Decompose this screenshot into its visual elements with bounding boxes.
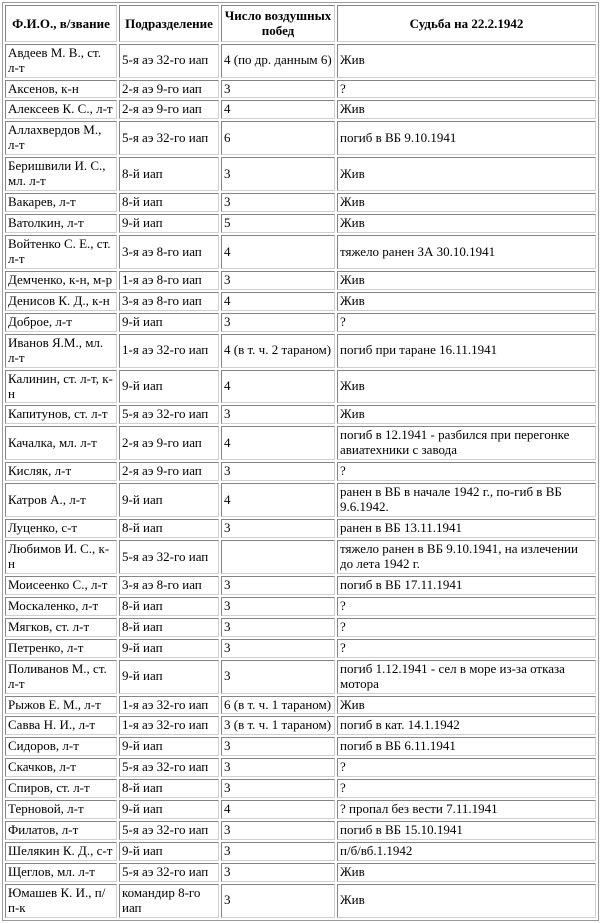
- table-cell: 8-й иап: [119, 157, 219, 191]
- table-body: [5, 44, 596, 918]
- table-cell: 5-я аэ 32-го иап: [119, 821, 219, 840]
- table-row: [5, 44, 596, 78]
- table-cell: 3: [221, 462, 335, 481]
- table-row: [5, 821, 596, 840]
- table-cell: тяжело ранен ЗА 30.10.1941: [337, 235, 596, 269]
- table-row: [5, 426, 596, 460]
- table-row: [5, 716, 596, 735]
- table-cell: Капитунов, ст. л-т: [5, 405, 117, 424]
- table-cell: Филатов, л-т: [5, 821, 117, 840]
- table-cell: ? пропал без вести 7.11.1941: [337, 800, 596, 819]
- table-cell: Ватолкин, л-т: [5, 214, 117, 233]
- table-cell: 3: [221, 884, 335, 918]
- table-row: [5, 292, 596, 311]
- table-cell: 9-й иап: [119, 639, 219, 658]
- table-cell: 3: [221, 576, 335, 595]
- table-cell: Жив: [337, 193, 596, 212]
- table-row: [5, 405, 596, 424]
- table-cell: 2-я аэ 9-го иап: [119, 426, 219, 460]
- table-cell: 3: [221, 597, 335, 616]
- table-cell: 5-я аэ 32-го иап: [119, 540, 219, 574]
- table-row: [5, 214, 596, 233]
- table-cell: Вакарев, л-т: [5, 193, 117, 212]
- table-cell: 3: [221, 271, 335, 290]
- table-cell: 3 (в т. ч. 1 тараном): [221, 716, 335, 735]
- table-row: [5, 884, 596, 918]
- table-cell: Жив: [337, 157, 596, 191]
- table-cell: Жив: [337, 214, 596, 233]
- table-cell: Жив: [337, 271, 596, 290]
- table-cell: Скачков, л-т: [5, 758, 117, 777]
- table-cell: 3: [221, 639, 335, 658]
- column-header-name: Ф.И.О., в/звание: [5, 5, 117, 42]
- table-cell: 4: [221, 235, 335, 269]
- table-cell: 3: [221, 405, 335, 424]
- table-cell: ?: [337, 462, 596, 481]
- pilots-fate-table: [2, 2, 599, 921]
- table-row: [5, 758, 596, 777]
- table-cell: Аксенов, к-н: [5, 80, 117, 99]
- table-row: [5, 540, 596, 574]
- table-cell: Жив: [337, 863, 596, 882]
- table-cell: погиб в ВБ 6.11.1941: [337, 737, 596, 756]
- table-cell: 5-я аэ 32-го иап: [119, 405, 219, 424]
- table-cell: Войтенко С. Е., ст. л-т: [5, 235, 117, 269]
- table-cell: Жив: [337, 100, 596, 119]
- table-cell: 3: [221, 618, 335, 637]
- table-cell: 4: [221, 426, 335, 460]
- table-cell: Жив: [337, 696, 596, 715]
- table-cell: погиб в ВБ 15.10.1941: [337, 821, 596, 840]
- table-cell: ?: [337, 639, 596, 658]
- table-cell: Демченко, к-н, м-р: [5, 271, 117, 290]
- table-cell: 5-я аэ 32-го иап: [119, 758, 219, 777]
- table-header: [5, 5, 596, 42]
- table-cell: 3: [221, 80, 335, 99]
- table-row: [5, 639, 596, 658]
- table-cell: 3: [221, 519, 335, 538]
- table-cell: Иванов Я.М., мл. л-т: [5, 334, 117, 368]
- table-cell: 9-й иап: [119, 313, 219, 332]
- table-cell: 4: [221, 800, 335, 819]
- table-cell: ?: [337, 779, 596, 798]
- table-row: [5, 313, 596, 332]
- table-cell: 3: [221, 779, 335, 798]
- table-cell: Катров А., л-т: [5, 483, 117, 517]
- table-row: [5, 863, 596, 882]
- table-cell: погиб в ВБ 9.10.1941: [337, 121, 596, 155]
- table-cell: 2-я аэ 9-го иап: [119, 80, 219, 99]
- table-cell: Мягков, ст. л-т: [5, 618, 117, 637]
- table-cell: 4: [221, 100, 335, 119]
- table-cell: 3: [221, 842, 335, 861]
- table-cell: 4 (в т. ч. 2 тараном): [221, 334, 335, 368]
- table-cell: Доброе, л-т: [5, 313, 117, 332]
- table-cell: 8-й иап: [119, 519, 219, 538]
- table-cell: Терновой, л-т: [5, 800, 117, 819]
- table-cell: 9-й иап: [119, 483, 219, 517]
- table-cell: 2-я аэ 9-го иап: [119, 100, 219, 119]
- table-row: [5, 157, 596, 191]
- table-cell: 9-й иап: [119, 737, 219, 756]
- table-cell: 1-я аэ 8-го иап: [119, 271, 219, 290]
- table-row: [5, 696, 596, 715]
- table-cell: командир 8-го иап: [119, 884, 219, 918]
- table-cell: 6: [221, 121, 335, 155]
- table-cell: Щеглов, мл. л-т: [5, 863, 117, 882]
- table-cell: 3-я аэ 8-го иап: [119, 235, 219, 269]
- table-cell: 4: [221, 483, 335, 517]
- table-row: [5, 100, 596, 119]
- table-cell: погиб 1.12.1941 - сел в море из-за отказа мотора: [337, 660, 596, 694]
- table-cell: 1-я аэ 32-го иап: [119, 716, 219, 735]
- table-cell: 8-й иап: [119, 193, 219, 212]
- table-cell: Аллахвердов М., л-т: [5, 121, 117, 155]
- table-cell: Жив: [337, 292, 596, 311]
- table-cell: Любимов И. С., к-н: [5, 540, 117, 574]
- table-cell: 3: [221, 660, 335, 694]
- table-cell: 9-й иап: [119, 370, 219, 404]
- table-cell: [221, 540, 335, 574]
- table-cell: 6 (в т. ч. 1 тараном): [221, 696, 335, 715]
- column-header-unit: Подразделение: [119, 5, 219, 42]
- column-header-victories: Число воздушных побед: [221, 5, 335, 42]
- column-header-fate: Судьба на 22.2.1942: [337, 5, 596, 42]
- table-cell: Авдеев М. В., ст. л-т: [5, 44, 117, 78]
- table-cell: 3: [221, 193, 335, 212]
- table-row: [5, 618, 596, 637]
- table-cell: 5-я аэ 32-го иап: [119, 863, 219, 882]
- table-cell: Рыжов Е. М., л-т: [5, 696, 117, 715]
- table-cell: 8-й иап: [119, 597, 219, 616]
- table-cell: Калинин, ст. л-т, к-н: [5, 370, 117, 404]
- table-row: [5, 576, 596, 595]
- table-row: [5, 483, 596, 517]
- table-cell: ранен в ВБ 13.11.1941: [337, 519, 596, 538]
- table-row: [5, 193, 596, 212]
- table-cell: 3-я аэ 8-го иап: [119, 292, 219, 311]
- table-cell: Кисляк, л-т: [5, 462, 117, 481]
- table-cell: 3: [221, 821, 335, 840]
- table-cell: Москаленко, л-т: [5, 597, 117, 616]
- table-cell: 5-я аэ 32-го иап: [119, 44, 219, 78]
- table-cell: 5-я аэ 32-го иап: [119, 121, 219, 155]
- table-row: [5, 370, 596, 404]
- table-cell: 4 (по др. данным 6): [221, 44, 335, 78]
- table-cell: Спиров, ст. л-т: [5, 779, 117, 798]
- table-cell: Петренко, л-т: [5, 639, 117, 658]
- table-cell: Жив: [337, 370, 596, 404]
- header-row: [5, 5, 596, 42]
- table-cell: Юмашев К. И., п/п-к: [5, 884, 117, 918]
- table-cell: ранен в ВБ в начале 1942 г., по-гиб в ВБ 9.6.1942.: [337, 483, 596, 517]
- table-cell: 3: [221, 758, 335, 777]
- table-row: [5, 660, 596, 694]
- table-cell: Луценко, с-т: [5, 519, 117, 538]
- table-cell: Денисов К. Д., к-н: [5, 292, 117, 311]
- table-cell: 3: [221, 313, 335, 332]
- table-row: [5, 462, 596, 481]
- table-cell: 8-й иап: [119, 779, 219, 798]
- table-row: [5, 842, 596, 861]
- table-cell: п/б/вб.1.1942: [337, 842, 596, 861]
- table-cell: Жив: [337, 44, 596, 78]
- table-cell: 4: [221, 292, 335, 311]
- table-row: [5, 121, 596, 155]
- table-cell: 9-й иап: [119, 842, 219, 861]
- table-cell: 1-я аэ 32-го иап: [119, 696, 219, 715]
- table-cell: Алексеев К. С., л-т: [5, 100, 117, 119]
- table-cell: 9-й иап: [119, 660, 219, 694]
- table-cell: 3: [221, 737, 335, 756]
- table-cell: ?: [337, 758, 596, 777]
- table-cell: 3: [221, 863, 335, 882]
- table-row: [5, 737, 596, 756]
- table-cell: Жив: [337, 405, 596, 424]
- table-cell: погиб в 12.1941 - разбился при перегонке авиатехники с завода: [337, 426, 596, 460]
- table-row: [5, 597, 596, 616]
- table-row: [5, 334, 596, 368]
- table-row: [5, 80, 596, 99]
- table-cell: Беришвили И. С., мл. л-т: [5, 157, 117, 191]
- table-cell: Сидоров, л-т: [5, 737, 117, 756]
- table-row: [5, 519, 596, 538]
- table-cell: Шелякин К. Д., с-т: [5, 842, 117, 861]
- table-cell: ?: [337, 618, 596, 637]
- table-cell: ?: [337, 80, 596, 99]
- table-row: [5, 800, 596, 819]
- table-cell: 9-й иап: [119, 800, 219, 819]
- table-cell: 8-й иап: [119, 618, 219, 637]
- table-cell: 4: [221, 370, 335, 404]
- table-row: [5, 271, 596, 290]
- table-cell: Жив: [337, 884, 596, 918]
- table-cell: 9-й иап: [119, 214, 219, 233]
- table-cell: ?: [337, 313, 596, 332]
- table-cell: 1-я аэ 32-го иап: [119, 334, 219, 368]
- table-cell: Моисеенко С., л-т: [5, 576, 117, 595]
- table-cell: тяжело ранен в ВБ 9.10.1941, на излечении до лета 1942 г.: [337, 540, 596, 574]
- table-cell: 3-я аэ 8-го иап: [119, 576, 219, 595]
- table-cell: 2-я аэ 9-го иап: [119, 462, 219, 481]
- table-cell: Савва Н. И., л-т: [5, 716, 117, 735]
- table-cell: 5: [221, 214, 335, 233]
- table-cell: погиб в кат. 14.1.1942: [337, 716, 596, 735]
- table-row: [5, 235, 596, 269]
- table-cell: ?: [337, 597, 596, 616]
- table-cell: Поливанов М., ст. л-т: [5, 660, 117, 694]
- table-cell: погиб при таране 16.11.1941: [337, 334, 596, 368]
- table-cell: Качалка, мл. л-т: [5, 426, 117, 460]
- table-cell: погиб в ВБ 17.11.1941: [337, 576, 596, 595]
- table-cell: 3: [221, 157, 335, 191]
